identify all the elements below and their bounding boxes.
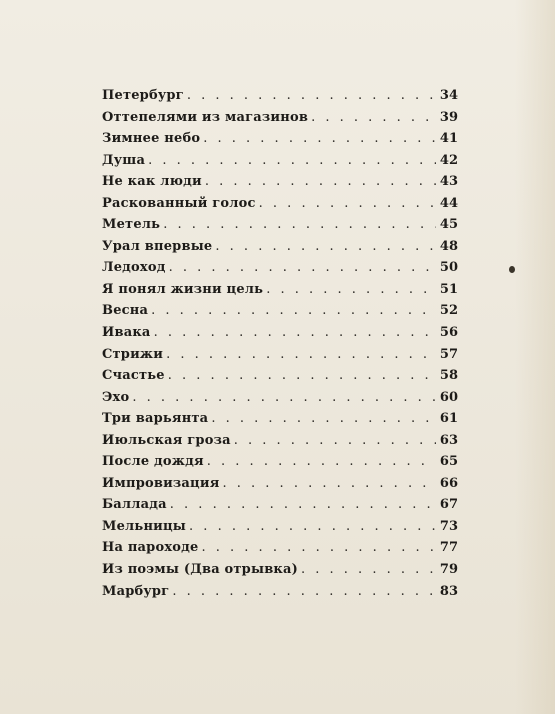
toc-entry-title: Ивака [102, 325, 151, 341]
dot-leader [301, 562, 436, 577]
dot-leader [169, 260, 436, 275]
dot-leader [207, 454, 436, 469]
toc-entry-title: Петербург [102, 88, 184, 103]
toc-entry-page-number: 43 [439, 174, 458, 190]
dot-leader [151, 303, 436, 318]
toc-entry-page-number: 44 [439, 195, 458, 211]
toc-entry-page-number: 48 [439, 238, 458, 254]
toc-entry-page-number: 79 [439, 562, 458, 578]
toc-entry-title: Мельницы [102, 518, 187, 534]
toc-entry [102, 260, 458, 282]
toc-entry-page-number: 34 [439, 88, 458, 103]
toc-entry-page-number: 42 [439, 152, 458, 168]
toc-entry [102, 433, 458, 455]
dot-leader [215, 239, 436, 254]
toc-entry-title: Счастье [102, 368, 165, 384]
dot-leader [311, 110, 436, 125]
toc-entry-page-number: 77 [439, 540, 458, 556]
toc-entry-title: Из поэмы (Два отрывка) [102, 562, 298, 578]
toc-entry-page-number: 73 [439, 518, 458, 534]
dot-leader [205, 174, 436, 189]
toc-entry [102, 325, 458, 347]
toc-entry-page-number: 41 [439, 131, 458, 147]
toc-entry-page-number: 58 [439, 368, 458, 384]
toc-entry-title: После дождя [102, 454, 204, 470]
toc-entry-title: Июльская гроза [102, 432, 231, 448]
toc-entry-title: Урал впервые [102, 238, 213, 254]
toc-entry-title: Баллада [102, 497, 167, 513]
toc-entry [102, 110, 458, 132]
dot-leader [170, 497, 436, 512]
dot-leader [132, 390, 436, 405]
toc-entry-title: Зимнее небо [102, 131, 201, 147]
dot-leader [234, 433, 436, 448]
toc-entry [102, 390, 458, 412]
toc-entry [102, 562, 458, 584]
toc-entry [102, 282, 458, 304]
toc-entry [102, 347, 458, 369]
dot-leader [223, 476, 436, 491]
toc-entry-title: Ледоход [102, 260, 166, 276]
toc-entry-title: Раскованный голос [102, 195, 256, 211]
toc-entry [102, 411, 458, 433]
toc-entry-title: Оттепелями из магазинов [102, 109, 309, 125]
toc-entry [102, 497, 458, 519]
toc-entry [102, 303, 458, 325]
toc-entry-title: Душа [102, 152, 146, 168]
toc-entry-title: Я понял жизни цель [102, 281, 264, 297]
dot-leader [211, 411, 436, 426]
toc-entry-page-number: 61 [439, 411, 458, 427]
toc-entry-title: Метель [102, 217, 161, 233]
toc-entry-page-number: 56 [439, 325, 458, 341]
toc-entry-page-number: 60 [439, 389, 458, 405]
dot-leader [172, 584, 436, 599]
dot-leader [154, 325, 436, 340]
toc-entry-page-number: 67 [439, 497, 458, 513]
toc-entry-title: Три варьянта [102, 411, 209, 427]
toc-entry-title: Не как люди [102, 174, 202, 190]
toc-entry-page-number: 51 [439, 281, 458, 297]
toc-entry-page-number: 57 [439, 346, 458, 362]
toc-entry-page-number: 65 [439, 454, 458, 470]
dot-leader [189, 519, 436, 534]
toc-entry [102, 196, 458, 218]
toc-entry [102, 153, 458, 175]
page-edge-shadow [515, 0, 555, 714]
toc-entry-page-number: 39 [439, 109, 458, 125]
dot-leader [203, 131, 436, 146]
toc-entry [102, 540, 458, 562]
toc-entry-page-number: 63 [439, 432, 458, 448]
dot-leader [163, 217, 436, 232]
table-of-contents [102, 88, 458, 605]
toc-entry-title: Импровизация [102, 475, 220, 491]
dot-leader [259, 196, 436, 211]
toc-entry [102, 476, 458, 498]
toc-entry-page-number: 66 [439, 475, 458, 491]
dot-leader [202, 540, 436, 555]
toc-entry [102, 454, 458, 476]
dot-leader [166, 347, 436, 362]
toc-entry-page-number: 50 [439, 260, 458, 276]
toc-entry [102, 174, 458, 196]
dot-leader [266, 282, 436, 297]
toc-entry [102, 239, 458, 261]
toc-entry-page-number: 83 [439, 583, 458, 599]
toc-entry [102, 584, 458, 606]
toc-entry [102, 131, 458, 153]
dot-leader [148, 153, 436, 168]
dot-leader [187, 88, 436, 103]
toc-entry-page-number: 45 [439, 217, 458, 233]
toc-entry-title: Марбург [102, 583, 170, 599]
toc-entry-title: Эхо [102, 389, 130, 405]
toc-entry [102, 217, 458, 239]
ink-speck [509, 266, 515, 273]
toc-entry-title: Стрижи [102, 346, 164, 362]
toc-entry [102, 368, 458, 390]
toc-entry-title: Весна [102, 303, 149, 319]
toc-entry [102, 88, 458, 110]
dot-leader [168, 368, 436, 383]
toc-entry [102, 519, 458, 541]
toc-entry-page-number: 52 [439, 303, 458, 319]
toc-entry-title: На пароходе [102, 540, 199, 556]
